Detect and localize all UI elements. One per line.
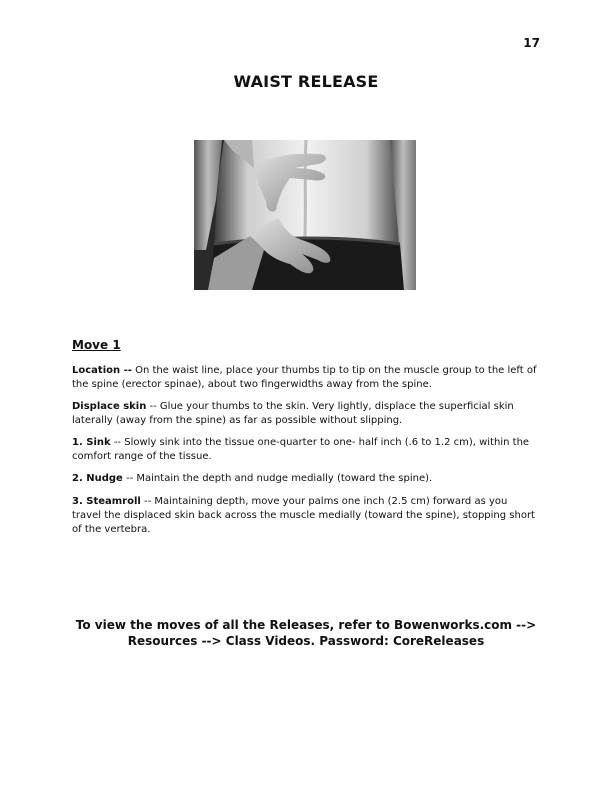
displace-label: Displace skin (72, 401, 147, 412)
nudge-text: -- Maintain the depth and nudge medially (toward the spine). (122, 473, 433, 484)
sink-text: -- Slowly sink into the tissue one-quarter to one- half inch (.6 to 1.2 cm), within the comfort range of the tissue. (72, 437, 530, 462)
sink-paragraph (72, 436, 538, 464)
sink-label: 1. Sink (72, 437, 111, 448)
page-number: 17 (523, 36, 540, 50)
back-massage-photo (194, 140, 416, 290)
displace-paragraph (72, 400, 538, 428)
steamroll-text: -- Maintaining depth, move your palms one inch (2.5 cm) forward as you travel the displaced skin back across the muscle medially (toward the spine), stopping short of the vertebra. (72, 496, 535, 535)
footer-note (60, 617, 552, 649)
footer-line-2: Resources --> Class Videos. Password: CoreReleases (127, 634, 485, 648)
location-text: On the waist line, place your thumbs tip to tip on the muscle group to the left of the spine (erector spinae), about two fingerwidths away from the spine. (72, 365, 537, 390)
steamroll-label: 3. Steamroll (72, 496, 141, 507)
move-heading: Move 1 (72, 338, 121, 352)
location-paragraph (72, 364, 538, 392)
nudge-paragraph (72, 472, 538, 486)
page-title: WAIST RELEASE (233, 72, 379, 91)
displace-text: -- Glue your thumbs to the skin. Very lightly, displace the superficial skin laterally (away from the spine) as far as possible without slipping. (72, 401, 514, 426)
location-label: Location -- (72, 365, 132, 376)
nudge-label: 2. Nudge (72, 473, 123, 484)
steamroll-paragraph (72, 495, 538, 537)
footer-line-1: To view the moves of all the Releases, refer to Bowenworks.com --> (75, 618, 537, 632)
